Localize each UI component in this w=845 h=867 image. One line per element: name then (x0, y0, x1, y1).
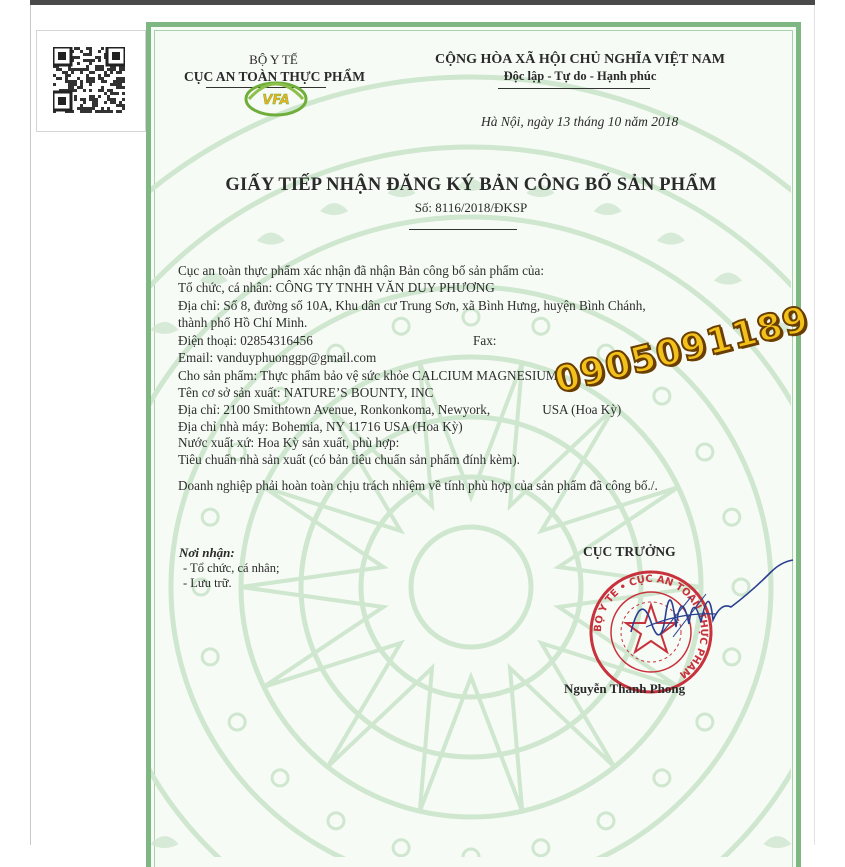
qr-code-icon (53, 47, 125, 113)
factory-address-line: Địa chỉ nhà máy: Bohemia, NY 11716 USA (Hoa Kỳ) (178, 419, 463, 434)
document-title: GIẤY TIẾP NHẬN ĐĂNG KÝ BẢN CÔNG BỐ SẢN PHẨM (225, 175, 717, 195)
signer-name: Nguyễn Thanh Phong (564, 681, 686, 696)
phone-number-watermark: 0905091189 (550, 298, 814, 402)
manufacturer-address-line: Địa chỉ: 2100 Smithtown Avenue, Ronkonkoma, Newyork, USA (Hoa Kỳ) (178, 402, 622, 417)
republic-title: CỘNG HÒA XÃ HỘI CHỦ NGHĨA VIỆT NAM (434, 52, 725, 67)
title-underline (409, 229, 517, 230)
phone-line: Điện thoại: 02854316456 (178, 333, 313, 348)
body-line: Tổ chức, cá nhân: CÔNG TY TNHH VĂN DUY PHƯƠNG (178, 280, 495, 295)
fax-label: Fax: (473, 333, 497, 348)
responsibility-line: Doanh nghiệp phải hoàn toàn chịu trách nhiệm về tính phù hợp của sản phẩm đã công bố./. (178, 478, 658, 493)
department-name: CỤC AN TOÀN THỰC PHẨM (183, 69, 365, 84)
recipient-item: - Tổ chức, cá nhân; (183, 561, 280, 575)
qr-code-thumbnail[interactable] (36, 30, 146, 132)
vfa-logo (241, 75, 311, 117)
recipient-item: - Lưu trữ. (183, 576, 232, 590)
manufacturer-line: Tên cơ sở sản xuất: NATURE’S BOUNTY, INC (178, 385, 434, 400)
document-number: Số: 8116/2018/ĐKSP (414, 200, 528, 215)
page-right-border (814, 5, 815, 845)
body-line: Địa chỉ: Số 8, đường số 10A, Khu dân cư Trung Sơn, xã Bình Hưng, huyện Bình Chánh, (178, 298, 646, 313)
issue-date: Hà Nội, ngày 13 tháng 10 năm 2018 (481, 114, 679, 129)
national-motto: Độc lập - Tự do - Hạnh phúc (503, 69, 657, 83)
certificate-document (146, 22, 801, 867)
signer-title: CỤC TRƯỞNG (583, 544, 676, 559)
standard-line: Tiêu chuẩn nhà sản xuất (có bản tiêu chuẩn sản phẩm đính kèm). (178, 452, 520, 467)
recipients-title: Nơi nhận: (179, 545, 235, 560)
product-line: Cho sản phẩm: Thực phẩm bảo vệ sức khỏe CALCIUM MAGNESIUM (178, 368, 558, 383)
handwritten-signature (621, 552, 801, 662)
body-line: thành phố Hồ Chí Minh. (178, 315, 308, 330)
page-left-border (30, 5, 31, 845)
email-line: Email: vanduyphuonggp@gmail.com (178, 350, 377, 365)
logo-text: VFA (262, 93, 290, 108)
address-country: USA (Hoa Kỳ) (542, 402, 622, 417)
motto-underline (498, 88, 650, 89)
body-line: Cục an toàn thực phẩm xác nhận đã nhận Bản công bố sản phẩm của: (178, 263, 545, 278)
stamp-text: BỘ Y TẾ • CỤC AN TOÀN THỰC PHẨM (592, 573, 710, 680)
top-bar (30, 0, 815, 5)
ministry-name: BỘ Y TẾ (249, 52, 298, 67)
origin-line: Nước xuất xứ: Hoa Kỳ sản xuất, phù hợp: (178, 435, 400, 450)
